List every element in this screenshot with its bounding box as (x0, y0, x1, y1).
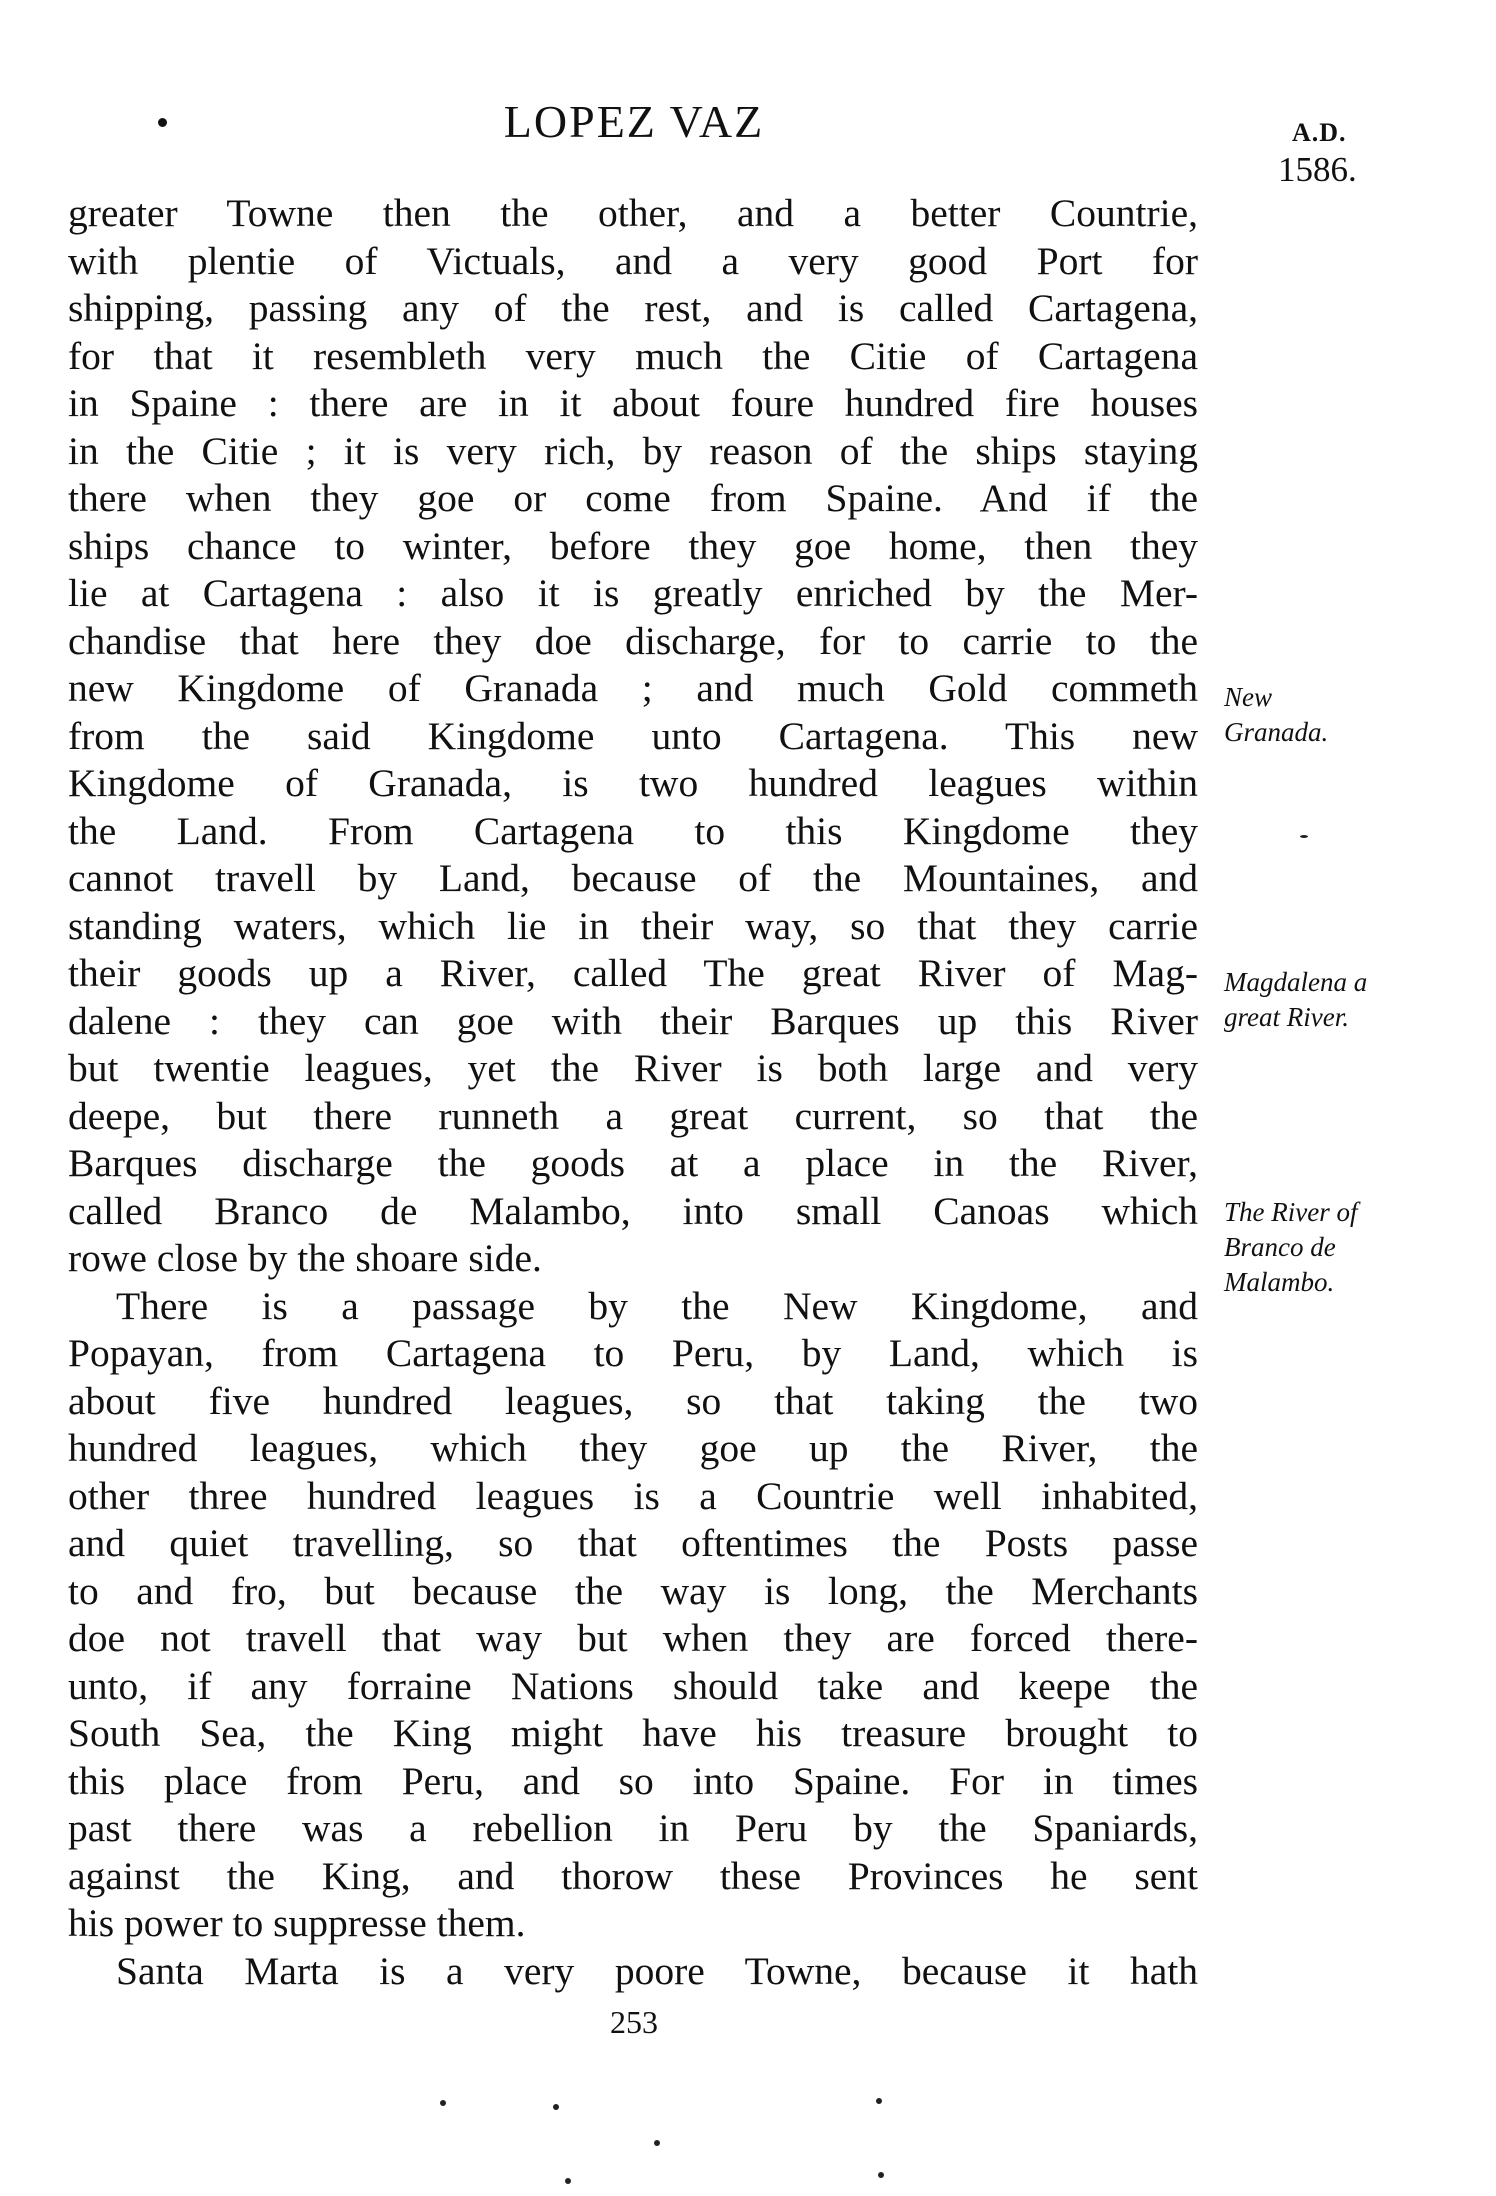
text-line: ships chance to winter, before they goe home, then they (68, 523, 1198, 568)
text-line: chandise that here they doe discharge, for to carrie to the (68, 618, 1198, 663)
text-line: South Sea, the King might have his treasure brought to (68, 1711, 1198, 1755)
text-line: standing waters, which lie in their way, so that they carrie (68, 903, 1198, 948)
margin-note-line: Magdalena a (1224, 967, 1368, 997)
text-line: in Spaine : there are in it about foure hundred fire houses (68, 381, 1198, 425)
margin-note-magdalena (1224, 965, 1424, 1035)
scan-speck (440, 2100, 446, 2106)
margin-note-line: great River. (1224, 1002, 1349, 1032)
text-line: Barques discharge the goods at a place in the River, (68, 1141, 1198, 1185)
text-line: his power to suppresse them. (68, 1901, 526, 1945)
scan-speck (878, 2172, 884, 2178)
text-line: from the said Kingdome unto Cartagena. This new (68, 713, 1198, 758)
text-line: Popayan, from Cartagena to Peru, by Land, which is (68, 1331, 1198, 1375)
margin-note-line: Malambo. (1224, 1267, 1335, 1297)
text-line: called Branco de Malambo, into small Canoas which (68, 1188, 1198, 1233)
text-line: but twentie leagues, yet the River is both large and very (68, 1046, 1198, 1090)
text-line: in the Citie ; it is very rich, by reason of the ships staying (68, 428, 1198, 473)
text-line: against the King, and thorow these Provinces he sent (68, 1853, 1198, 1898)
text-line: There is a passage by the New Kingdome, and (116, 1283, 1198, 1328)
text-line: greater Towne then the other, and a better Countrie, (68, 191, 1198, 235)
body-text (68, 190, 1198, 1995)
text-line: shipping, passing any of the rest, and is called Cartagena, (68, 286, 1198, 330)
text-line: deepe, but there runneth a great current, so that the (68, 1093, 1198, 1138)
era-label: A.D. (1292, 118, 1347, 147)
text-line: this place from Peru, and so into Spaine. For in times (68, 1758, 1198, 1803)
text-line: Santa Marta is a very poore Towne, because it hath (116, 1948, 1198, 1993)
margin-note-new-granada (1224, 680, 1424, 750)
scan-speck (553, 2104, 559, 2110)
scan-speck (654, 2140, 660, 2146)
year-label: 1586. (1278, 150, 1357, 189)
text-line: dalene : they can goe with their Barques up this River (68, 998, 1198, 1043)
text-line: there when they goe or come from Spaine. And if the (68, 476, 1198, 520)
text-line: new Kingdome of Granada ; and much Gold commeth (68, 666, 1198, 710)
text-line: rowe close by the shoare side. (68, 1236, 542, 1280)
margin-note-line: Branco de (1224, 1232, 1336, 1262)
margin-note-branco-de-malambo (1224, 1195, 1424, 1300)
text-line: the Land. From Cartagena to this Kingdome they (68, 808, 1198, 853)
text-line: lie at Cartagena : also it is greatly enriched by the Mer- (68, 571, 1198, 615)
scan-speck (876, 2098, 882, 2104)
scan-speck (565, 2178, 571, 2184)
page-number: 253 (610, 2004, 658, 2040)
text-line: for that it resembleth very much the Citie of Cartagena (68, 333, 1198, 378)
text-line: Kingdome of Granada, is two hundred leagues within (68, 761, 1198, 805)
text-line: unto, if any forraine Nations should take and keepe the (68, 1663, 1198, 1708)
running-title: LOPEZ VAZ (503, 96, 765, 147)
margin-note-line: New (1224, 682, 1273, 712)
scan-speck (1300, 835, 1308, 838)
text-line: to and fro, but because the way is long, the Merchants (68, 1568, 1198, 1613)
text-line: about five hundred leagues, so that taking the two (68, 1378, 1198, 1423)
text-line: with plentie of Victuals, and a very good Port for (68, 238, 1198, 283)
margin-note-line: The River of (1224, 1197, 1358, 1227)
text-line: and quiet travelling, so that oftentimes the Posts passe (68, 1521, 1198, 1565)
text-line: past there was a rebellion in Peru by the Spaniards, (68, 1806, 1198, 1850)
margin-note-line: Granada. (1224, 717, 1329, 747)
text-line: doe not travell that way but when they are forced there- (68, 1616, 1198, 1660)
text-line: cannot travell by Land, because of the Mountaines, and (68, 856, 1198, 900)
text-line: their goods up a River, called The great River of Mag- (68, 951, 1198, 995)
text-line: hundred leagues, which they goe up the River, the (68, 1426, 1198, 1470)
text-line: other three hundred leagues is a Countrie well inhabited, (68, 1473, 1198, 1518)
